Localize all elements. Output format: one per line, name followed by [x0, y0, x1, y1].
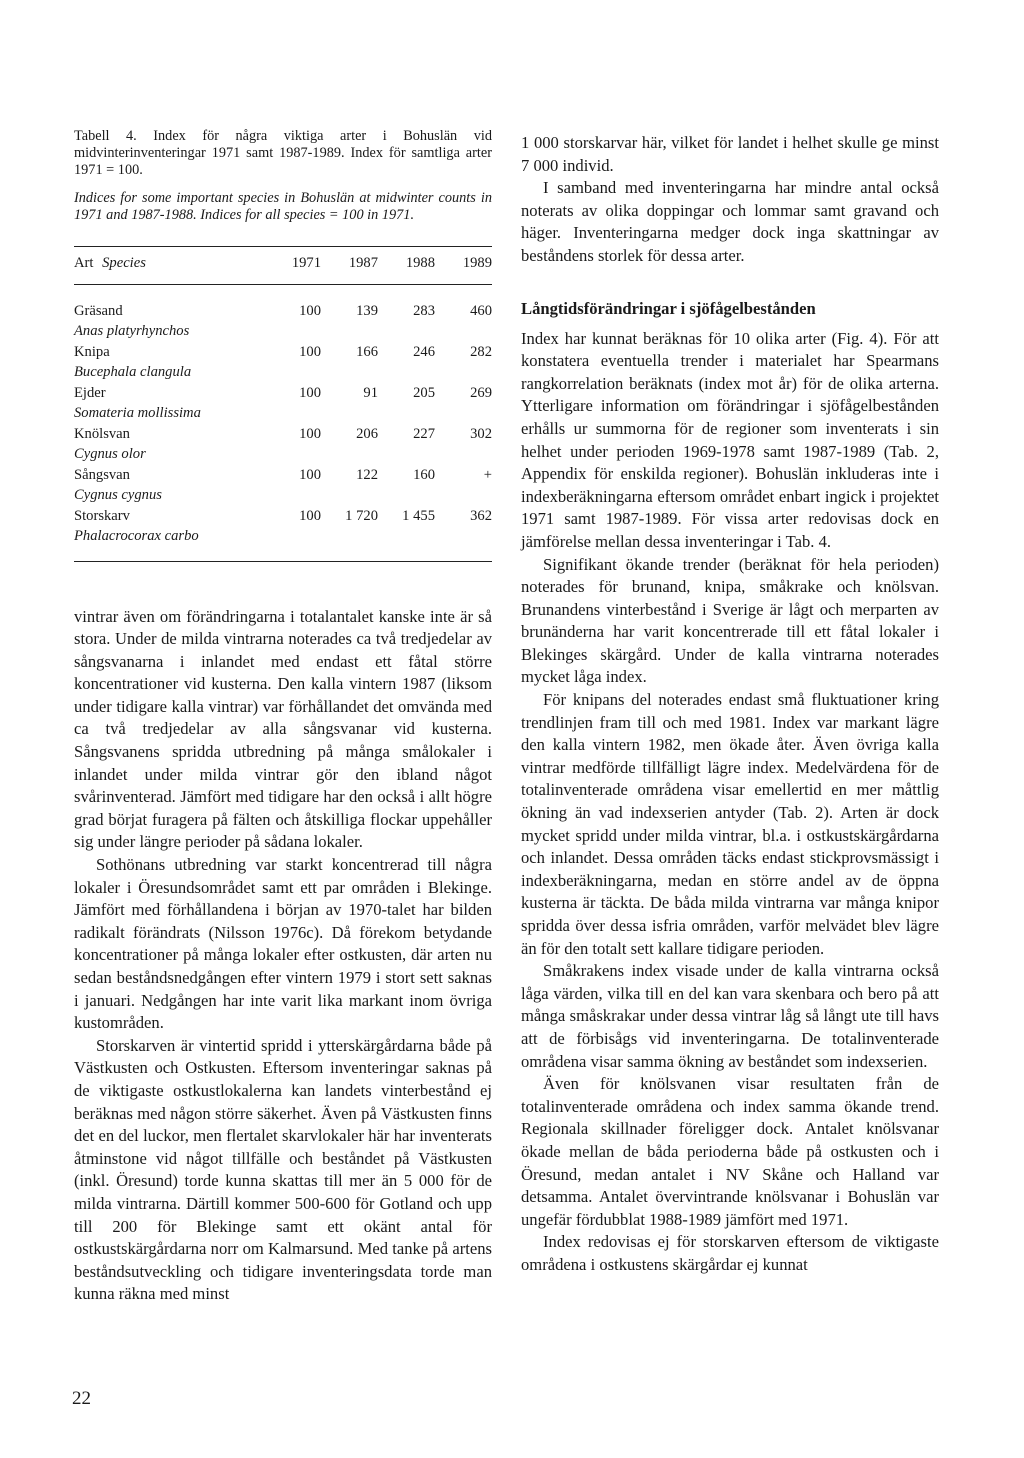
table-caption-english: Indices for some important species in Bohuslän at midwinter counts in 1971 and 1987-1988. Indices for all species = 100 in 1971.: [74, 190, 492, 223]
header-1988: 1988: [405, 255, 435, 271]
species-scientific-name: Phalacrocorax carbo: [74, 528, 199, 544]
body-paragraph: Storskarven är vintertid spridd i ytterskärgårdarna både på Västkusten och Ostkusten. Eftersom inventeringar saknas på de viktigaste ostkustlokalerna kan landets vinterbestånd ej beräknas med någon större säkerhet. Även på Västkusten finns det en del luckor, men flertalet skarvlokaler här har inventerats åtminstone vid något tillfälle och beståndet på Västkusten (inkl. Öresund) torde kunna skattas till mer än 5 000 för de milda vintrarna. Därtill kommer 500-600 för Gotland och upp till 200 för Blekinge samt ett okänt antal för ostkustskärgårdarna norr om Kalmarsund. Med tanke på artens beståndsutveckling och tidigare inventeringsdata torde man kunna räkna med minst: [74, 1035, 492, 1304]
value-1988: 160: [413, 466, 435, 483]
species-scientific-name: Bucephala clangula: [74, 364, 192, 380]
value-1988: 1 455: [402, 507, 435, 524]
header-species: Species: [102, 255, 146, 271]
value-1989: 362: [470, 507, 492, 524]
header-1989: 1989: [462, 255, 492, 271]
body-paragraph: Index redovisas ej för storskarven eftersom de viktigaste områdena i ostkustens skärgårdar ej kunnat: [521, 1232, 939, 1274]
header-1971: 1971: [291, 255, 321, 271]
value-1988: 283: [413, 302, 435, 319]
body-paragraph: Signifikant ökande trender (beräknat för hela perioden) noterades för brunand, knipa, småkrake och knölsvan. Brunandens vinterbestånd i Sverige är lågt och merparten av brunänderna har varit koncentrerade till ett fåtal lokaler i Blekinges skärgård. Under de kalla vintrarna noterades mycket låga index.: [521, 554, 939, 687]
value-1989: 460: [470, 302, 492, 319]
table-caption-swedish: Tabell 4. Index för några viktiga arter i Bohuslän vid midvinterinventeringar 1971 samt 1987-1989. Index för samtliga arter 1971 = 100.: [74, 128, 492, 178]
table-row: [74, 465, 492, 506]
species-name: Sångsvan: [74, 466, 130, 483]
table-top-rule: [74, 246, 492, 247]
value-1987: 122: [356, 466, 378, 483]
header-species-cell: [74, 253, 264, 274]
value-1971: 100: [299, 425, 321, 442]
species-name: Storskarv: [74, 507, 130, 524]
value-1987: 166: [356, 343, 378, 360]
table-row: [74, 424, 492, 465]
table-row: [74, 342, 492, 383]
table-body: [74, 285, 492, 561]
body-paragraph: Småkrakens index visade under de kalla vintrarna också låga värden, vilka till en del kan vara skenbara och bero på att många småskrakar under dessa vintrar låg så långt ute till havs att de förbisågs vid inventeringarna. De totalinventerade områdena visar samma ökning av beståndet som indexserien.: [521, 961, 939, 1071]
value-1987: 206: [356, 425, 378, 442]
section-heading: Långtidsförändringar i sjöfågelbestånden: [521, 298, 816, 318]
value-1971: 100: [299, 507, 321, 524]
species-scientific-name: Somateria mollissima: [74, 405, 201, 421]
species-name: Ejder: [74, 384, 106, 401]
body-paragraph: Index har kunnat beräknas för 10 olika arter (Fig. 4). För att konstatera eventuella trender i materialet har Spearmans rangkorrelation beräknats (index mot år) för de olika arterna. Ytterligare information om förändringar i sjöfågelbestånden erhålls ur summorna för de regioner som inventerats i sin helhet under perioden 1969-1978 samt 1987-1989 (Tab. 2, Appendix för enskilda regioner). Bohuslän inkluderas inte i indexberäkningarna eftersom området enbart ingick i projektet 1971 samt 1987-1989. För vissa arter redovisas dock en jämförelse mellan dessa inventeringar i Tab. 4.: [521, 328, 939, 551]
body-paragraph: 1 000 storskarvar här, vilket för landet i helhet skulle ge minst 7 000 individ.: [521, 133, 939, 175]
value-1971: 100: [299, 384, 321, 401]
species-name: Gräsand: [74, 302, 123, 319]
body-paragraph: Sothönans utbredning var starkt koncentrerad till några lokaler i Öresundsområdet samt ett par områden i Blekinge. Jämfört med förhållandena i början av 1970-talet har bilden radikalt förändrats (Nilsson 1976c). Då förekom betydande koncentrationer på många lokaler efter ostkusten, där arten nu sedan beståndsnedgången efter vintern 1979 i stort sett saknas i januari. Nedgången har inte varit lika markant inom övriga kustområden.: [74, 855, 492, 1033]
body-paragraph: vintrar även om förändringarna i totalantalet kanske inte är så stora. Under de milda vintrarna noterades ca två tredjedelar av sångsvanarna i inlandet med endast ett fåtal större koncentrationer vid kusterna. Den kalla vintern 1987 (liksom under tidigare kalla vintrar) var förhållandet det omvända med ca två tredjedelar av alla sångsvanar vid kusterna. Sångsvanens spridda utbredning på många smålokaler i inlandet under milda vintrar gör den ibland något svårinventerad. Jämfört med tidigare har den också i allt högre grad börjat furagera på fälten och åtskilliga flockar uppehåller sig under längre perioder på sådana lokaler.: [74, 606, 492, 852]
value-1987: 139: [356, 302, 378, 319]
value-1988: 205: [413, 384, 435, 401]
value-1989: 269: [470, 384, 492, 401]
body-paragraph: I samband med inventeringarna har mindre antal också noterats av olika doppingar och lommar samt gravand och häger. Inventeringarna medger dock inga skattningar av beståndens storlek för dessa arter.: [521, 178, 939, 265]
value-1971: 100: [299, 466, 321, 483]
header-art: Art: [74, 255, 94, 271]
right-column: [521, 132, 939, 1277]
left-body-text: [74, 606, 492, 1306]
species-index-table: [74, 246, 492, 562]
header-1987: 1987: [348, 255, 378, 271]
body-paragraph: För knipans del noterades endast små fluktuationer kring trendlinjen fram till och med 1981. Index var markant lägre den kalla vintern 1982, men ökade åter. Även övriga kalla vintrar medförde tillfälligt lägre index. Medelvärdena för de totalinventerade områdena visar emellertid en mer måttlig ökning än vad indexserien antyder (Tab. 2). Arten är dock mycket spridd under milda vintrar, bl.a. i ostkustskärgårdarna och inlandet. Dessa områden täcks endast stickprovsmässigt i indexberäkningarna, medan en större andel av de öppna kusterna är täckta. De båda milda vintrarna var många knipor spridda över dessa isfria områden, varför melvädet blev lägre än för den totalt sett kallare tidigare perioden.: [521, 690, 939, 958]
species-name: Knipa: [74, 343, 110, 360]
species-scientific-name: Cygnus cygnus: [74, 487, 162, 503]
left-column: [74, 128, 492, 1306]
value-1971: 100: [299, 343, 321, 360]
value-1971: 100: [299, 302, 321, 319]
value-1988: 246: [413, 343, 435, 360]
table-row: [74, 301, 492, 342]
value-1989: 302: [470, 425, 492, 442]
table-header-row: [74, 253, 492, 274]
value-1989: 282: [470, 343, 492, 360]
value-1987: 1 720: [345, 507, 378, 524]
species-scientific-name: Cygnus olor: [74, 446, 146, 462]
page-number: 22: [72, 1388, 91, 1409]
table-bottom-rule: [74, 561, 492, 562]
species-name: Knölsvan: [74, 425, 130, 442]
table-row: [74, 383, 492, 424]
table-row: [74, 506, 492, 547]
value-1987: 91: [363, 384, 378, 401]
value-1988: 227: [413, 425, 435, 442]
body-paragraph: Även för knölsvanen visar resultaten från de totalinventerade områdena och index samma ökande trend. Regionala skillnader föreligger dock. Antalet knölsvanar ökade mellan de båda perioderna både på ostkusten och i Öresund, medan antalet i NV Skåne och Halland var detsamma. Antalet övervintrande knölsvanar i Bohuslän var ungefär fördubblat 1988-1989 jämfört med 1971.: [521, 1074, 939, 1229]
value-1989: +: [483, 466, 492, 483]
species-scientific-name: Anas platyrhynchos: [74, 323, 190, 339]
